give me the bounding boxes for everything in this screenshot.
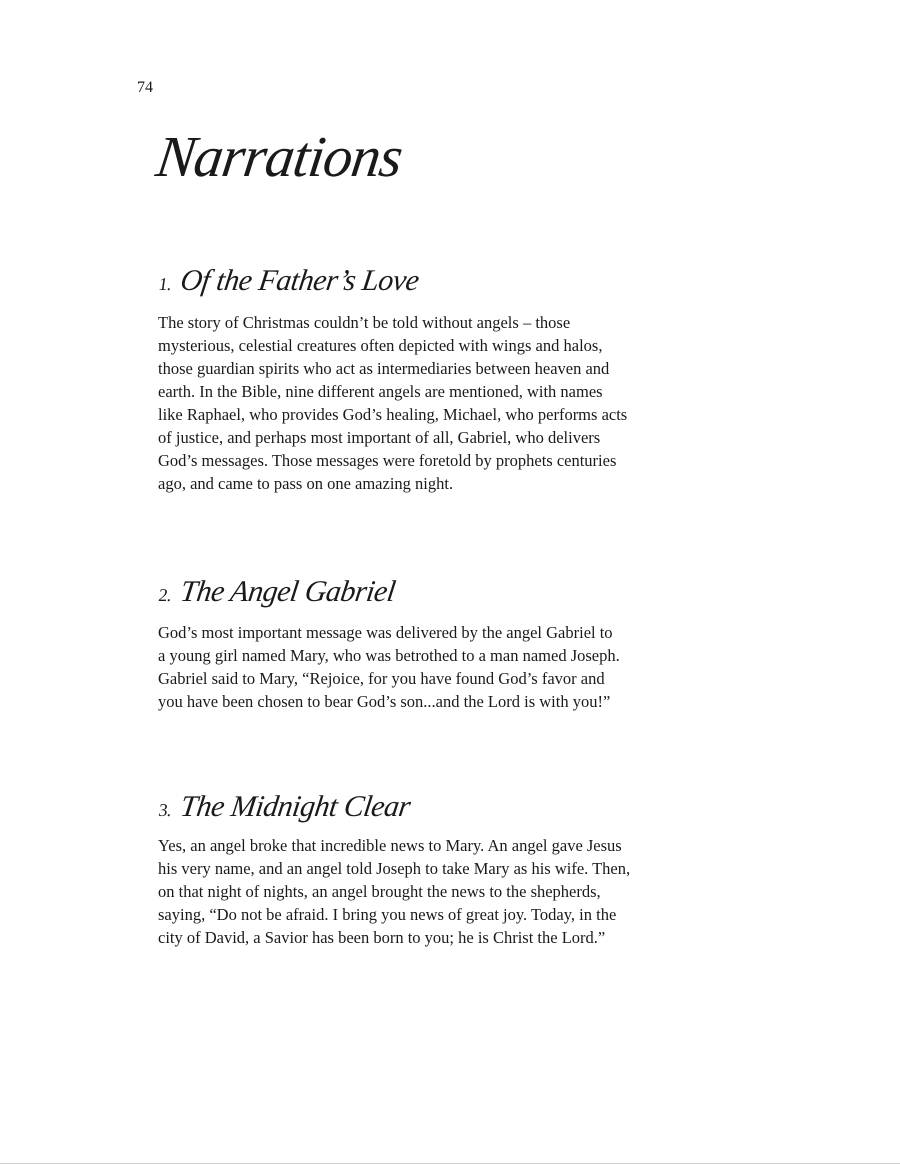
section-heading-3 — [156, 788, 413, 829]
body-line: those guardian spirits who act as intermediaries between heaven and — [158, 359, 610, 378]
body-line: on that night of nights, an angel brought the news to the shepherds, — [158, 882, 601, 901]
body-line: like Raphael, who provides God’s healing, Michael, who performs acts — [158, 405, 628, 424]
section-body-1 — [158, 311, 738, 495]
page-number: 74 — [137, 79, 153, 96]
section-title: Of the Father’s Love — [178, 264, 422, 297]
page-title: Narrations — [152, 124, 407, 189]
body-line: God’s messages. Those messages were foretold by prophets centuries — [158, 451, 617, 470]
section-number: 1. — [157, 274, 173, 294]
body-line: you have been chosen to bear God’s son...and the Lord is with you!” — [158, 692, 611, 711]
body-line: The story of Christmas couldn’t be told without angels – those — [158, 313, 571, 332]
body-line: Yes, an angel broke that incredible news to Mary. An angel gave Jesus — [158, 836, 622, 855]
section-number: 3. — [157, 800, 173, 820]
section-number: 2. — [157, 585, 173, 605]
body-line: God’s most important message was delivered by the angel Gabriel to — [158, 623, 613, 642]
body-line: mysterious, celestial creatures often depicted with wings and halos, — [158, 336, 603, 355]
body-line: of justice, and perhaps most important of all, Gabriel, who delivers — [158, 428, 601, 447]
section-title: The Midnight Clear — [178, 790, 413, 823]
body-line: his very name, and an angel told Joseph to take Mary as his wife. Then, — [158, 859, 631, 878]
body-line: saying, “Do not be afraid. I bring you news of great joy. Today, in the — [158, 905, 617, 924]
body-line: Gabriel said to Mary, “Rejoice, for you have found God’s favor and — [158, 669, 605, 688]
body-line: a young girl named Mary, who was betrothed to a man named Joseph. — [158, 646, 620, 665]
body-line: ago, and came to pass on one amazing night. — [158, 474, 454, 493]
section-heading-2 — [156, 573, 398, 614]
section-title: The Angel Gabriel — [178, 575, 398, 608]
body-line: earth. In the Bible, nine different angels are mentioned, with names — [158, 382, 603, 401]
body-line: city of David, a Savior has been born to you; he is Christ the Lord.” — [158, 928, 606, 947]
section-heading-1 — [156, 262, 421, 303]
section-body-2 — [158, 621, 738, 713]
section-body-3 — [158, 834, 738, 949]
